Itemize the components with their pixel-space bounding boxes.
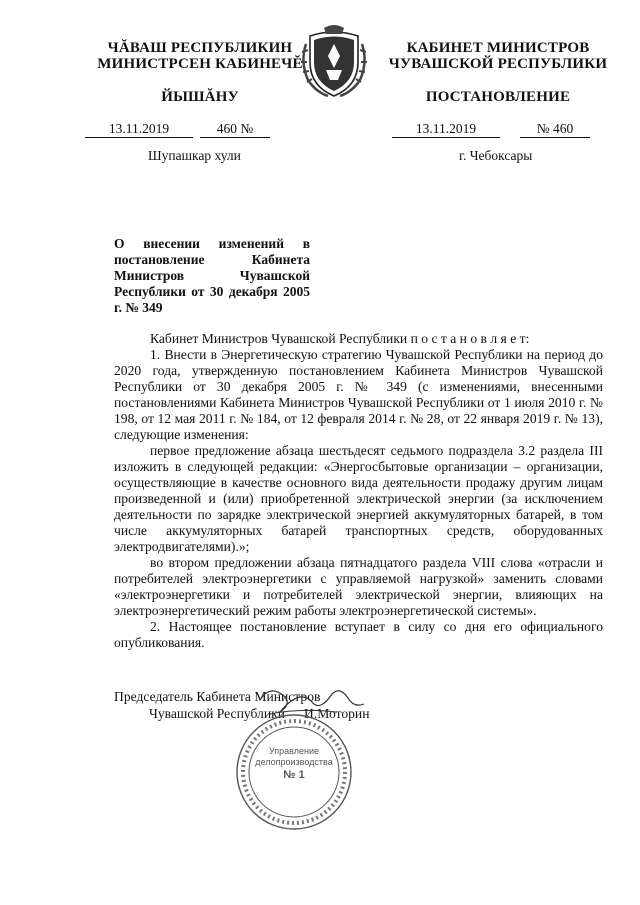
header-right-title [378, 40, 618, 72]
signature-name: И.Моторин [304, 706, 370, 721]
official-stamp [234, 712, 354, 832]
stamp-line1: Управление [268, 746, 320, 756]
header-left-line1: ЧĂВАШ РЕСПУБЛИКИН [107, 40, 293, 56]
document-subject: О внесении изменений в постановление Кабинета Министров Чувашской Республики от 30 декабря 2005 г. № 349 [114, 236, 310, 315]
body-intro: Кабинет Министров Чувашской Республики п о с т а н о в л я е т: [150, 331, 530, 346]
signature-title-line2: Чувашской Республики [149, 706, 285, 721]
signature-dash: – [292, 706, 299, 721]
body-paragraph-3: во втором предложении абзаца пятнадцатого раздела VIII слова «отрасли и потребителей электроэнергетики с управляемой нагрузкой» заменить словами «электроэнергетики и потребителей электрической энергии, влияющих на электроэнергетический режим работы электроэнергетической системы». [114, 555, 603, 618]
body-paragraph-1: 1. Внести в Энергетическую стратегию Чувашской Республики на период до 2020 года, утвержденную постановлением Кабинета Министров Чувашской Республики от 30 декабря 2005 г. № 349 (с изменениями, внесенными постановлениями Кабинета Министров Чувашской Республики от 1 июля 2010 г. № 198, от 12 мая 2011 г. № 184, от 12 февраля 2014 г. № 28, от 22 января 2019 г. № 13), следующие изменения: [114, 347, 603, 442]
header-right-line1: КАБИНЕТ МИНИСТРОВ [406, 40, 590, 56]
right-date: 13.11.2019 [392, 121, 500, 138]
stamp-line2: делопроизводства [255, 757, 333, 767]
right-city: г. Чебоксары [459, 148, 533, 163]
left-city: Шупашкар хули [148, 148, 241, 163]
header-right-doc-type: ПОСТАНОВЛЕНИЕ [425, 89, 571, 105]
body-paragraph-4: 2. Настоящее постановление вступает в силу со дня его официального опубликования. [114, 619, 603, 650]
header-left-line2: МИНИСТРСЕН КАБИНЕЧĔ [97, 56, 303, 72]
header-left-title [95, 40, 305, 72]
header-left-doc-type: ЙЫШĂНУ [161, 89, 239, 105]
header-right-line2: ЧУВАШСКОЙ РЕСПУБЛИКИ [388, 56, 608, 72]
right-number: № 460 [520, 121, 590, 138]
body-paragraph-2: первое предложение абзаца шестьдесят седьмого подраздела 3.2 раздела III изложить в следующей редакции: «Энергосбытовые организации – организации, осуществляющие в качестве основного вида деятельности продажу другим лицам произведенной и (или) приобретенной электрической энергии (за исключением деятельности по зарядке электрической энергией аккумуляторных батарей, в том числе аккумуляторных батарей транспортных средств, оборудованных электродвигателями).»; [114, 443, 603, 554]
left-date: 13.11.2019 [85, 121, 193, 138]
signature-title-line1: Председатель Кабинета Министров [114, 689, 321, 704]
left-number: 460 № [200, 121, 270, 138]
coat-of-arms-icon [298, 22, 370, 100]
document-body [114, 331, 603, 651]
stamp-line3: № 1 [283, 769, 305, 781]
